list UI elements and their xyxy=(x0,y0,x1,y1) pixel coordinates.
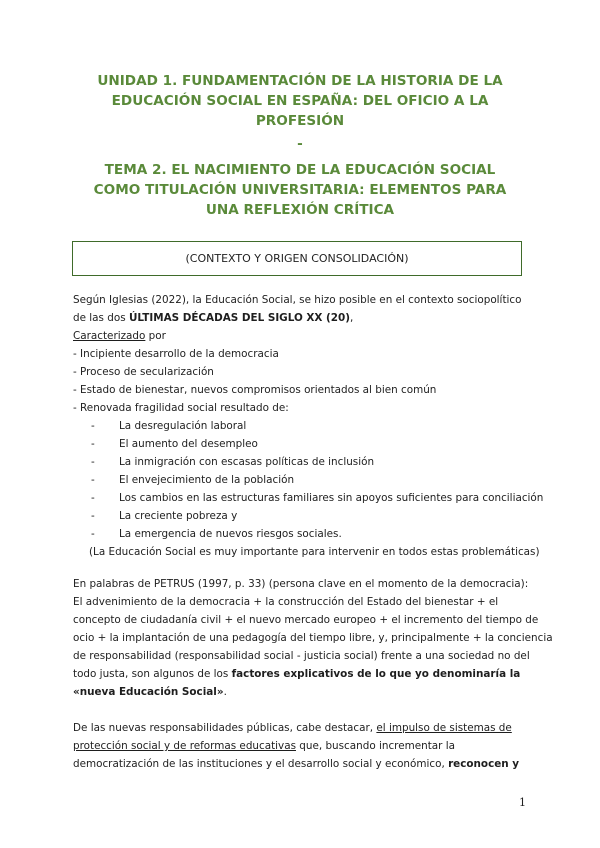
intro-paragraph xyxy=(73,291,543,561)
theme-title-line: COMO TITULACIÓN UNIVERSITARIA: ELEMENTOS PARA xyxy=(93,182,507,198)
underlined-text: protección social y de reformas educativas xyxy=(73,740,296,752)
underlined-text: Caracterizado xyxy=(73,330,146,342)
theme-title-line: UNA REFLEXIÓN CRÍTICA xyxy=(205,202,395,218)
unit-title xyxy=(60,71,540,131)
text-line: de las dos ÚLTIMAS DÉCADAS DEL SIGLO XX (20), xyxy=(73,312,354,324)
text-line: democratización de las instituciones y el desarrollo social y económico, reconocen y xyxy=(73,758,520,770)
text-line: De las nuevas responsabilidades públicas, cabe destacar, el impulso de sistemas de xyxy=(73,722,512,734)
bold-text: factores explicativos de lo que yo denominaría la xyxy=(231,668,521,680)
text-line: de responsabilidad (responsabilidad social - justicia social) frente a una sociedad no del xyxy=(73,650,530,662)
unit-title-line: EDUCACIÓN SOCIAL EN ESPAÑA: DEL OFICIO A LA xyxy=(111,93,489,109)
sub-list-item: - La creciente pobreza y xyxy=(91,510,238,522)
responsibilities-paragraph xyxy=(73,719,543,773)
text-line: «nueva Educación Social». xyxy=(73,686,227,698)
sub-list-item: - Los cambios en las estructuras familiares sin apoyos suficientes para conciliación xyxy=(91,492,544,504)
title-separator: - xyxy=(297,136,303,152)
theme-title xyxy=(60,160,540,220)
bold-text: ÚLTIMAS DÉCADAS DEL SIGLO XX (20) xyxy=(128,312,351,324)
text-line: En palabras de PETRUS (1997, p. 33) (persona clave en el momento de la democracia): xyxy=(73,578,529,590)
sub-list-item: - La emergencia de nuevos riesgos sociales. xyxy=(91,528,342,540)
text-line: concepto de ciudadanía civil + el nuevo mercado europeo + el incremento del tiempo de xyxy=(73,614,539,626)
text-line: ocio + la implantación de una pedagogía del tiempo libre, y, principalmente + la conciencia xyxy=(73,632,553,644)
list-item: - Renovada fragilidad social resultado de: xyxy=(73,402,289,414)
text-line: Caracterizado por xyxy=(73,330,166,342)
bold-text: reconocen y xyxy=(448,758,520,770)
text-line: protección social y de reformas educativas que, buscando incrementar la xyxy=(73,740,455,752)
sub-list-item: - El aumento del desempleo xyxy=(91,438,258,450)
petrus-paragraph xyxy=(73,575,553,701)
sub-list-item: - La inmigración con escasas políticas de inclusión xyxy=(91,456,375,468)
context-box: (CONTEXTO Y ORIGEN CONSOLIDACIÓN) xyxy=(72,241,522,276)
text-line: todo justa, son algunos de los factores explicativos de lo que yo denominaría la xyxy=(73,668,521,680)
list-item: - Estado de bienestar, nuevos compromisos orientados al bien común xyxy=(73,384,437,396)
theme-title-line: TEMA 2. EL NACIMIENTO DE LA EDUCACIÓN SOCIAL xyxy=(104,162,496,178)
list-item: - Proceso de secularización xyxy=(73,366,214,378)
unit-title-line: PROFESIÓN xyxy=(255,113,345,129)
underlined-text: el impulso de sistemas de xyxy=(376,722,512,734)
sub-list-item: - El envejecimiento de la población xyxy=(91,474,295,486)
note-text: (La Educación Social es muy importante para intervenir en todos estas problemáticas) xyxy=(89,546,540,558)
list-item: - Incipiente desarrollo de la democracia xyxy=(73,348,279,360)
text-line: Según Iglesias (2022), la Educación Social, se hizo posible en el contexto sociopolítico xyxy=(73,294,522,306)
unit-title-line: UNIDAD 1. FUNDAMENTACIÓN DE LA HISTORIA DE LA xyxy=(97,73,503,89)
sub-list-item: - La desregulación laboral xyxy=(91,420,247,432)
page-number: 1 xyxy=(519,796,526,809)
text-line: El advenimiento de la democracia + la construcción del Estado del bienestar + el xyxy=(73,596,499,608)
bold-text: «nueva Educación Social» xyxy=(73,686,224,698)
